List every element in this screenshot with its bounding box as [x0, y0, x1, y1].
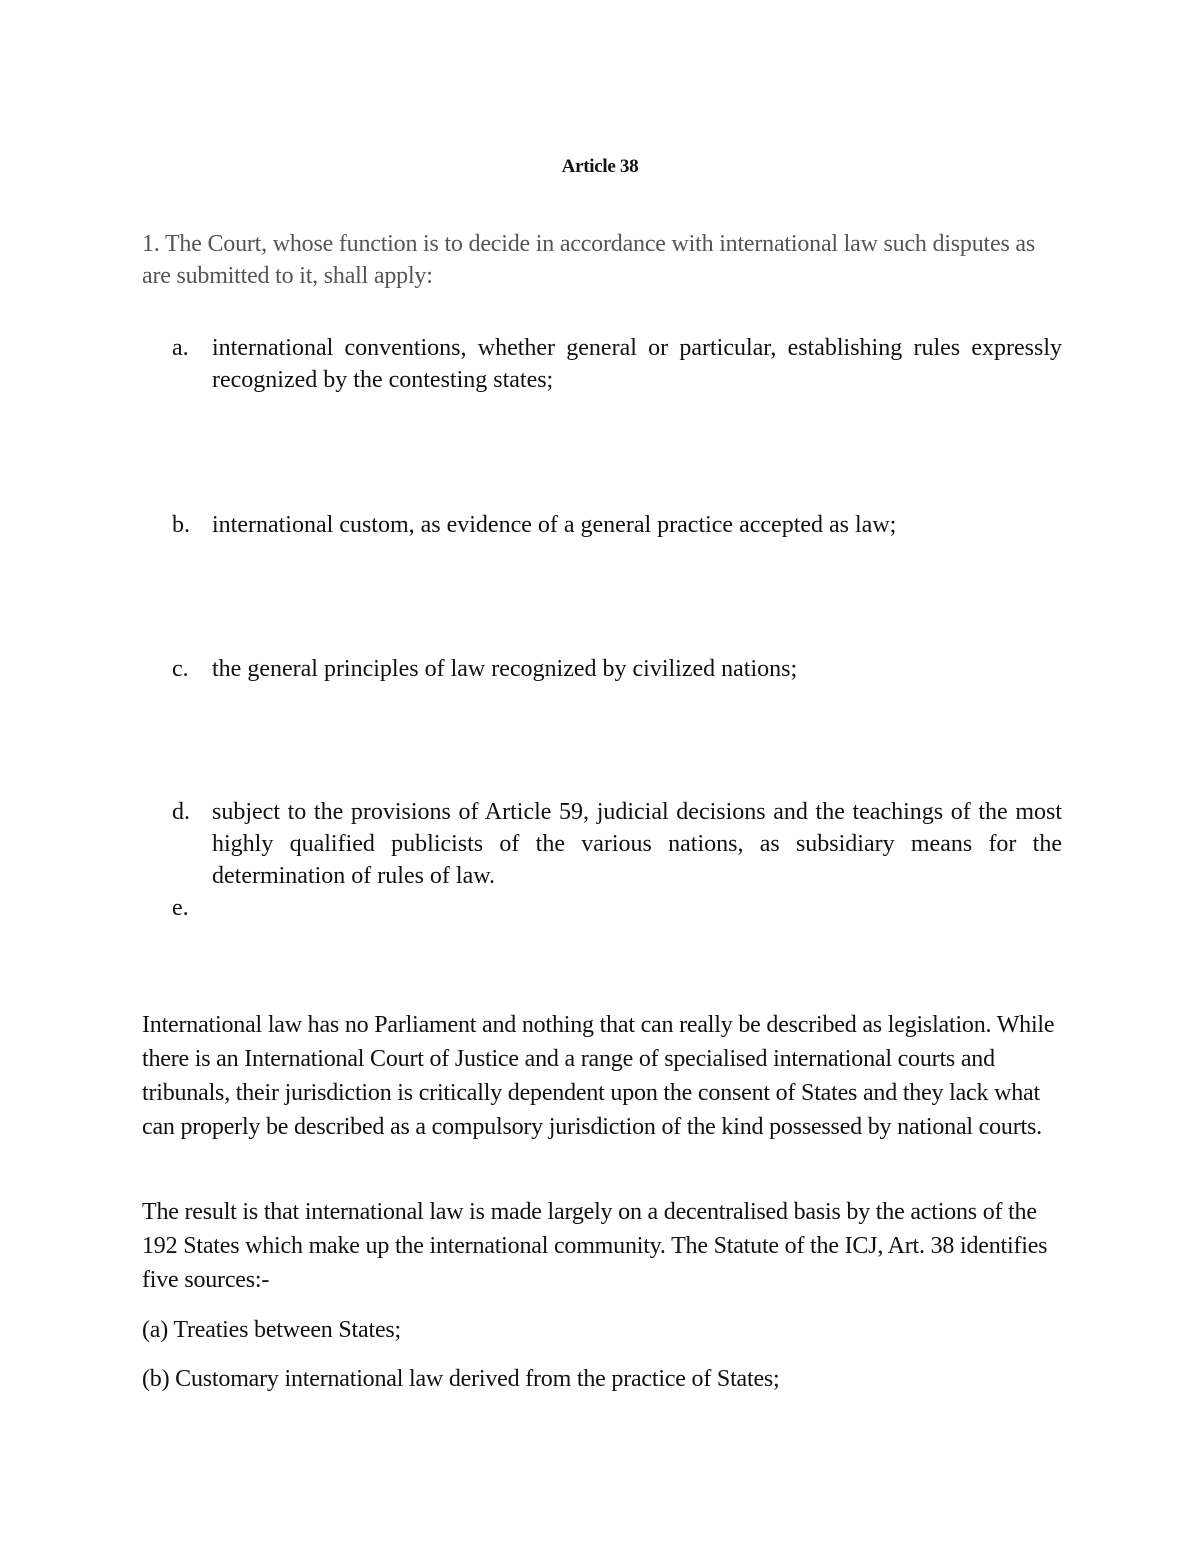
list-item-b: [172, 509, 1062, 541]
body-paragraph-4: (b) Customary international law derived from the practice of States;: [142, 1366, 780, 1392]
list-item-a: [172, 332, 1062, 396]
body-paragraph-3: (a) Treaties between States;: [142, 1317, 401, 1343]
list-marker: d.: [172, 799, 190, 825]
body-paragraph-2: The result is that international law is made largely on a decentralised basis by the actions of the 192 States which make up the international community. The Statute of the ICJ, Art. 38 identifies five sources:-: [142, 1199, 1048, 1293]
body-paragraph-1: International law has no Parliament and nothing that can really be described as legislation. While there is an International Court of Justice and a range of specialised international courts and tribunals, their jurisdiction is critically dependent upon the consent of States and they lack what can properly be described as a compulsory jurisdiction of the kind possessed by national courts.: [142, 1012, 1055, 1140]
list-item-text: international custom, as evidence of a general practice accepted as law;: [212, 512, 897, 538]
list-item-d: [172, 796, 1062, 892]
list-item-c: [172, 653, 1062, 685]
list-item-text: international conventions, whether general or particular, establishing rules expressly recognized by the contesting states;: [212, 335, 1062, 393]
list-marker: e.: [172, 895, 189, 921]
list-marker: b.: [172, 512, 190, 538]
list-item-text: subject to the provisions of Article 59, judicial decisions and the teachings of the most highly qualified publicists of the various nations, as subsidiary means for the determination of rules of law.: [212, 799, 1062, 889]
intro-paragraph: 1. The Court, whose function is to decide in accordance with international law such disputes as are submitted to it, shall apply:: [142, 231, 1035, 289]
list-marker: a.: [172, 335, 189, 361]
list-marker: c.: [172, 656, 189, 682]
article-title: Article 38: [561, 156, 639, 177]
list-item-text: the general principles of law recognized by civilized nations;: [212, 656, 798, 682]
